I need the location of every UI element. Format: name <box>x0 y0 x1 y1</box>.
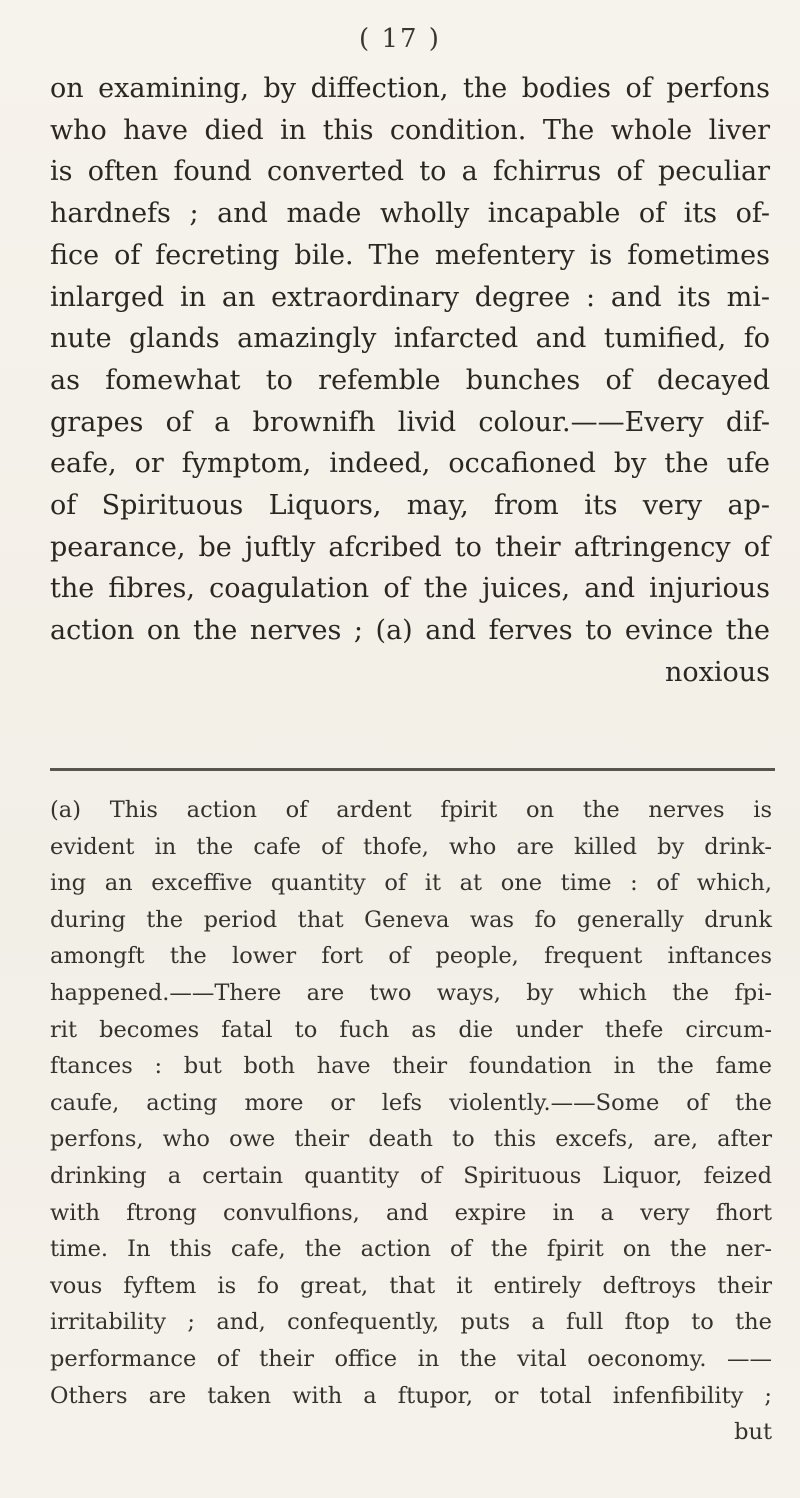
footnote-line: irritability ; and, confequently, puts a full ftop to the <box>50 1309 772 1336</box>
footnote-line: time. In this cafe, the action of the fpirit on the ner- <box>50 1236 772 1263</box>
footnote-catchword: but <box>734 1419 772 1446</box>
body-line: action on the nerves ; (a) and ferves to evince the <box>50 615 770 647</box>
body-line: pearance, be juftly afcribed to their aftringency of <box>50 531 770 563</box>
footnote-line: (a) This action of ardent fpirit on the nerves is <box>50 797 772 823</box>
page-number: ( 17 ) <box>359 24 441 54</box>
body-line: of Spirituous Liquors, may, from its very ap- <box>50 490 770 522</box>
body-line: grapes of a brownifh livid colour.——Every dif- <box>50 406 770 438</box>
footnote-line: ftances : but both have their foundation in the fame <box>50 1053 772 1080</box>
catchword: noxious <box>664 656 770 688</box>
footnote-line: caufe, acting more or lefs violently.——Some of the <box>50 1089 772 1116</box>
body-line: is often found converted to a fchirrus of peculiar <box>50 156 770 188</box>
main-body-text <box>50 68 770 694</box>
body-line: hardnefs ; and made wholly incapable of its of- <box>50 198 770 230</box>
body-line: who have died in this condition. The whole liver <box>50 114 770 146</box>
body-line: the fibres, coagulation of the juices, and injurious <box>50 573 770 605</box>
body-line: eafe, or fymptom, indeed, occafioned by the ufe <box>50 448 770 480</box>
footnote-line: ing an exceffive quantity of it at one time : of which, <box>50 870 772 897</box>
footnote-line: vous fyftem is fo great, that it entirely deftroys their <box>50 1272 772 1299</box>
footnote-line: performance of their office in the vital oeconomy. —— <box>50 1345 772 1372</box>
body-line: as fomewhat to refemble bunches of decayed <box>50 364 770 396</box>
footnote-line: amongft the lower fort of people, frequent inftances <box>50 943 772 970</box>
footnote-line: rit becomes fatal to fuch as die under thefe circum- <box>50 1016 772 1043</box>
footnote-line: with ftrong convulfions, and expire in a very fhort <box>50 1199 772 1226</box>
body-line: fice of fecreting bile. The mefentery is fometimes <box>50 239 770 271</box>
body-line: inlarged in an extraordinary degree : and its mi- <box>50 281 770 313</box>
footnote-text <box>50 792 772 1451</box>
footnote-line: happened.——There are two ways, by which the fpi- <box>50 979 772 1006</box>
footnote-line: perfons, who owe their death to this excefs, are, after <box>50 1126 772 1153</box>
footnote-line: drinking a certain quantity of Spirituous Liquor, feized <box>50 1162 772 1189</box>
footnote-line: Others are taken with a ftupor, or total infenfibility ; <box>50 1382 772 1409</box>
body-line: nute glands amazingly infarcted and tumified, fo <box>50 323 770 355</box>
footnote-divider-rule <box>50 768 775 771</box>
footnote-line: during the period that Geneva was fo generally drunk <box>50 906 772 933</box>
footnote-line: evident in the cafe of thofe, who are killed by drink- <box>50 833 772 860</box>
body-line: on examining, by diffection, the bodies of perfons <box>50 73 770 104</box>
